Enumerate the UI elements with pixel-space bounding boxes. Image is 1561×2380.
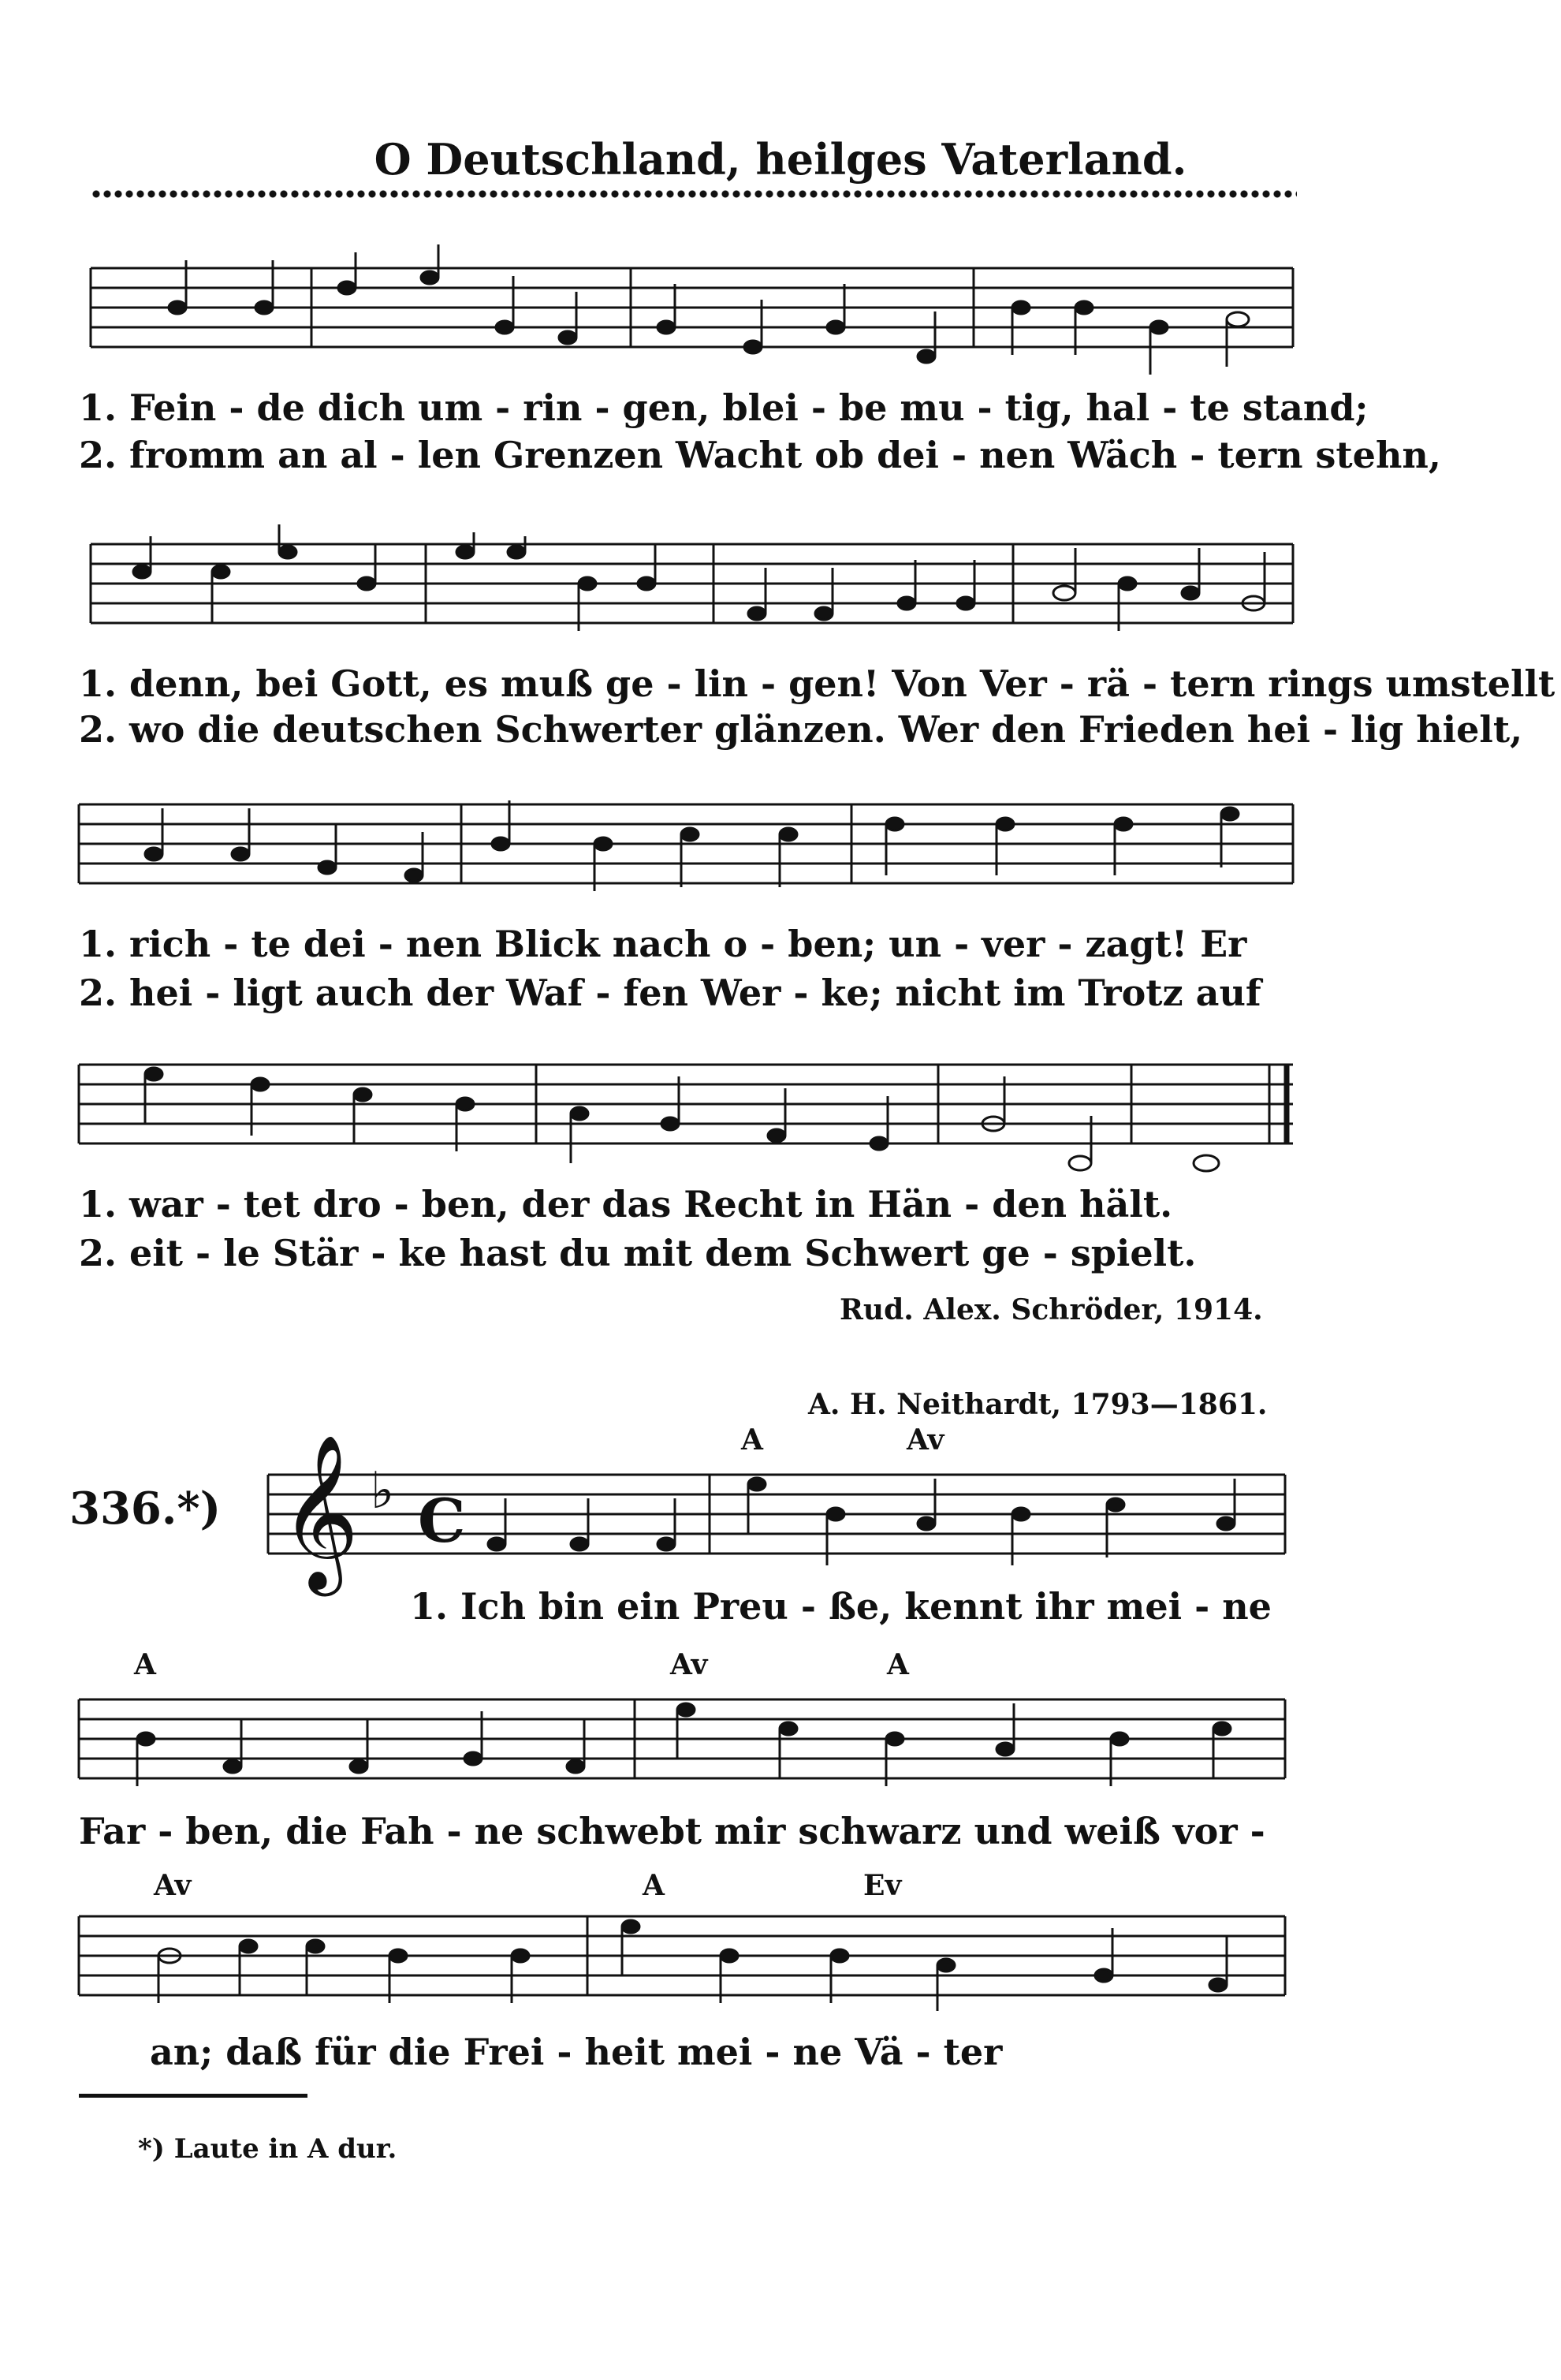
- lyric-line: 2. eit - le Stär - ke hast du mit dem Schwert ge - spielt.: [79, 1232, 1197, 1274]
- chord-label: Av: [670, 1648, 708, 1681]
- footnote-rule: [79, 2094, 307, 2098]
- staff-hymn-3: [79, 1916, 1285, 1995]
- chord-label: A: [643, 1869, 665, 1902]
- chord-label: Av: [154, 1869, 192, 1902]
- lyricist-credit: Rud. Alex. Schröder, 1914.: [840, 1293, 1263, 1326]
- chord-label: A: [741, 1423, 763, 1457]
- lyric-line: 1. Ich bin ein Preu - ße, kennt ihr mei - ne: [410, 1585, 1272, 1628]
- staff-system-3: [79, 804, 1293, 883]
- lyric-line: 1. rich - te dei - nen Blick nach o - ben; un - ver - zagt! Er: [79, 923, 1247, 965]
- staff-system-4: [79, 1065, 1293, 1143]
- lyric-line: an; daß für die Frei - heit mei - ne Vä - ter: [150, 2031, 1003, 2073]
- composer-credit: A. H. Neithardt, 1793—1861.: [808, 1388, 1268, 1421]
- lyric-line: 2. wo die deutschen Schwerter glänzen. Wer den Frieden hei - lig hielt,: [79, 708, 1523, 751]
- svg-text:𝄞: 𝄞: [280, 1434, 360, 1590]
- chord-label: A: [134, 1648, 156, 1681]
- page-title: O Deutschland, heilges Vaterland.: [374, 134, 1187, 185]
- lyric-line: Far - ben, die Fah - ne schwebt mir schwarz und weiß vor -: [79, 1810, 1265, 1852]
- lyric-line: 1. Fein - de dich um - rin - gen, blei - be mu - tig, hal - te stand;: [79, 386, 1369, 429]
- chord-label: A: [887, 1648, 909, 1681]
- hymn-number: 336.*): [69, 1483, 222, 1535]
- lyric-line: 1. denn, bei Gott, es muß ge - lin - gen! Von Ver - rä - tern rings umstellt: [79, 662, 1555, 705]
- lyric-line: 1. war - tet dro - ben, der das Recht in Hän - den hält.: [79, 1183, 1173, 1225]
- footnote: *) Laute in A dur.: [138, 2133, 397, 2165]
- chord-label: Av: [907, 1423, 944, 1457]
- chord-label: Ev: [863, 1869, 902, 1902]
- svg-text:C: C: [418, 1486, 466, 1556]
- svg-text:♭: ♭: [371, 1462, 395, 1520]
- lyric-line: 2. fromm an al - len Grenzen Wacht ob dei - nen Wäch - tern stehn,: [79, 434, 1441, 476]
- lyric-line: 2. hei - ligt auch der Waf - fen Wer - ke; nicht im Trotz auf: [79, 972, 1261, 1014]
- note-group: [133, 244, 1268, 2011]
- staff-system-2: [91, 544, 1293, 623]
